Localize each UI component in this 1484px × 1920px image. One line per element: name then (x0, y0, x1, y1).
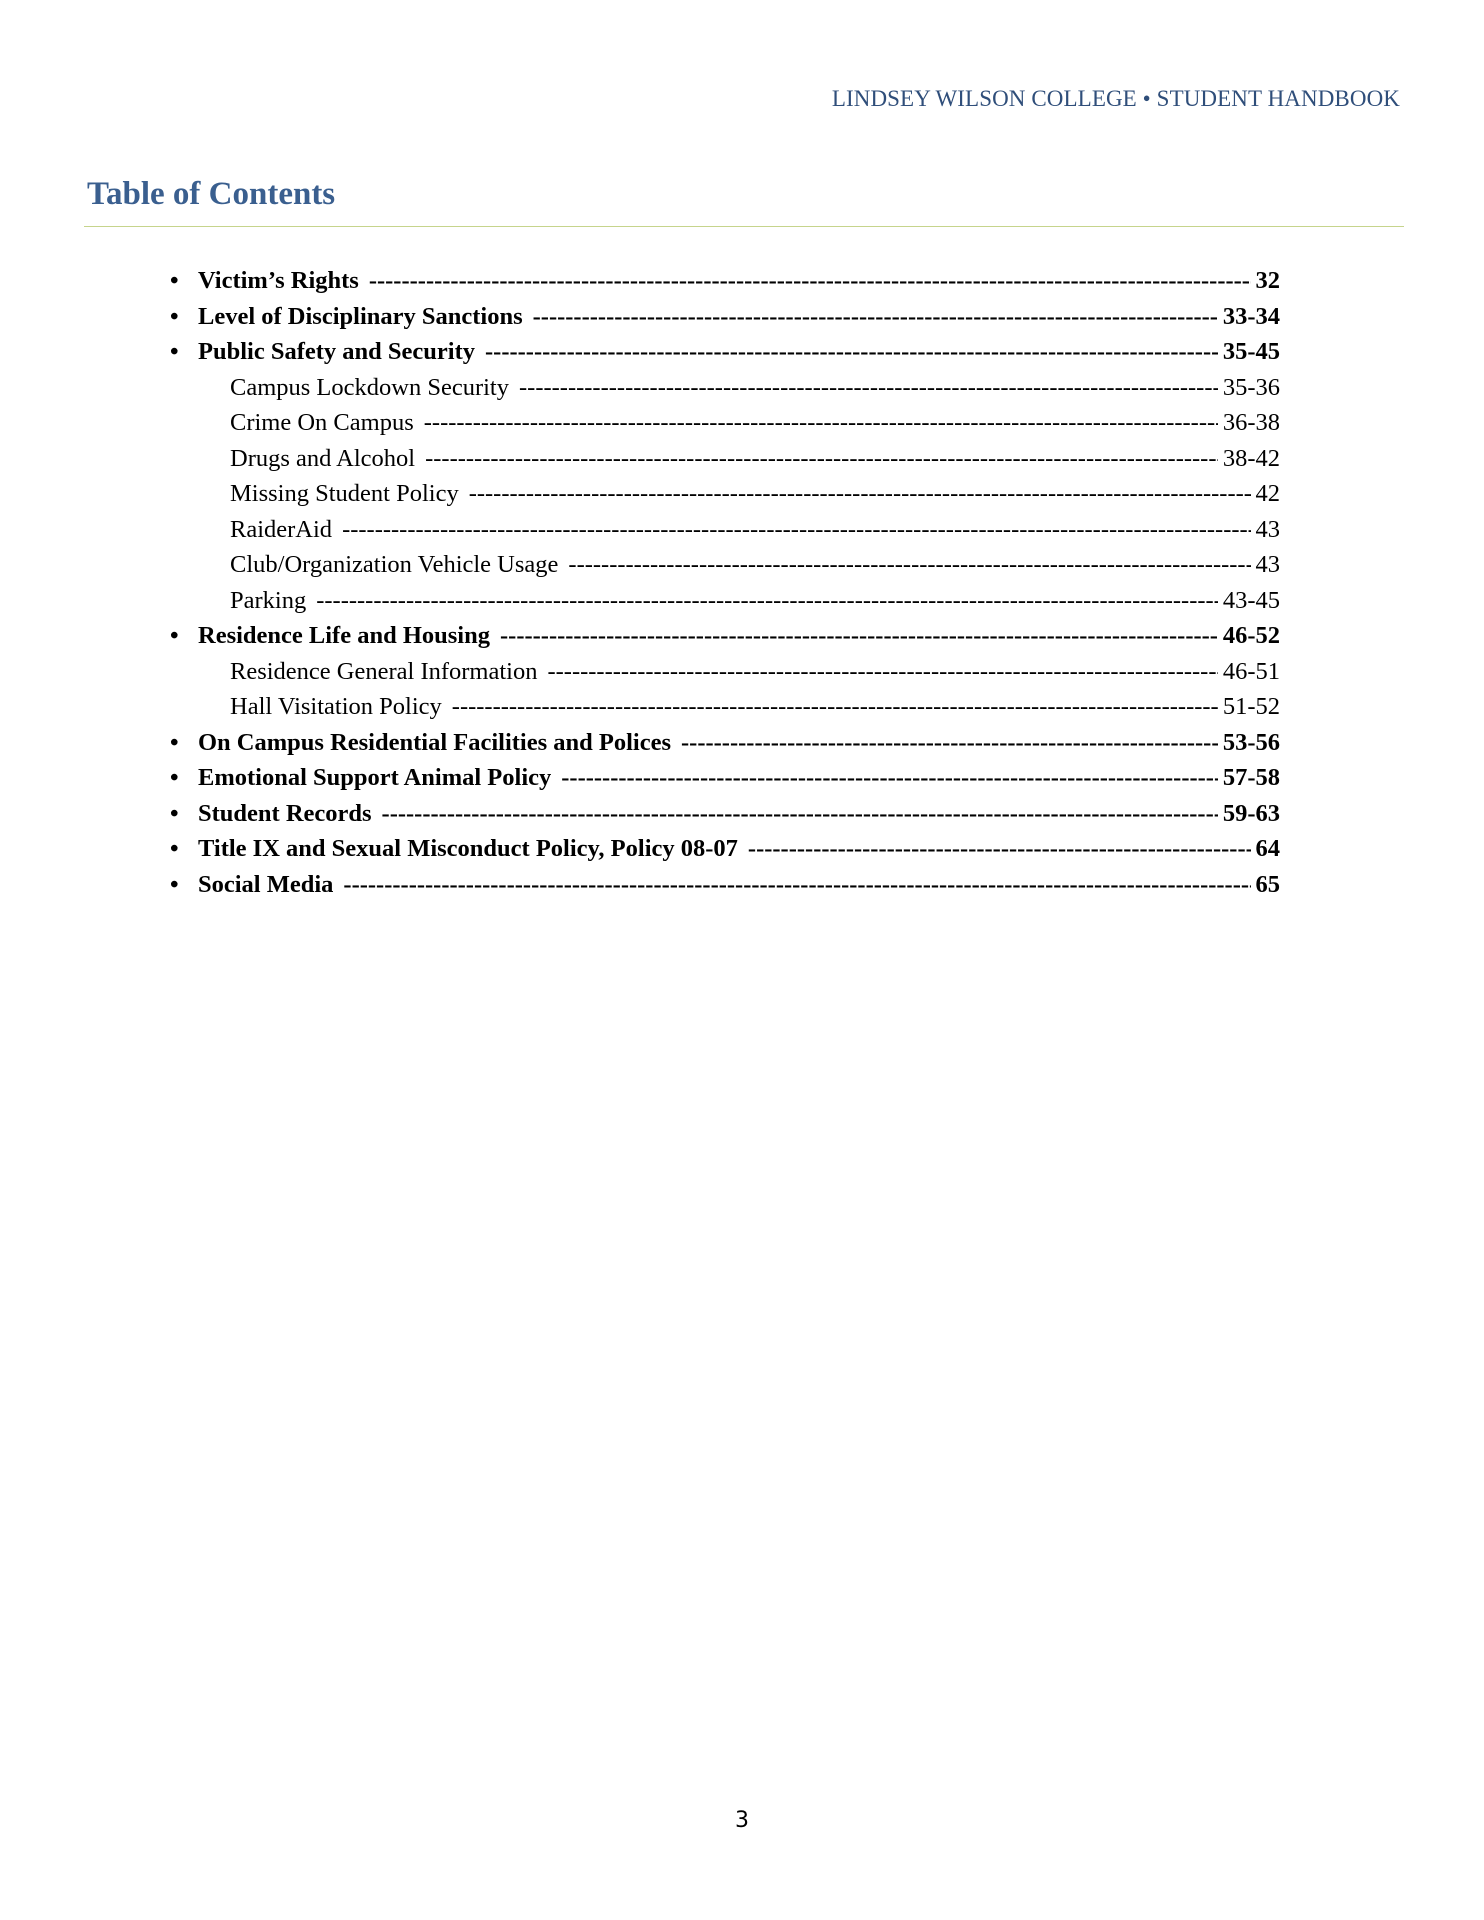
toc-entry-page: 57-58 (1222, 764, 1280, 791)
toc-entry-label: Level of Disciplinary Sanctions (198, 302, 523, 330)
dot-leader (425, 441, 1218, 477)
toc-entry-label: Crime On Campus (230, 409, 414, 436)
toc-entry-residential-facilities[interactable] (170, 725, 1280, 761)
toc-entry-label: Missing Student Policy (230, 480, 459, 507)
toc-entry-page: 51-52 (1222, 693, 1280, 720)
dot-leader (369, 263, 1251, 299)
toc-entry-page: 38-42 (1222, 444, 1280, 472)
toc-entry-page: 46-51 (1222, 657, 1280, 685)
toc-entry-label: Parking (230, 586, 307, 614)
dot-leader (681, 725, 1218, 761)
dot-leader (500, 618, 1218, 654)
toc-entry-page: 64 (1255, 835, 1280, 862)
toc-entry-label: Campus Lockdown Security (230, 373, 509, 401)
toc-entry-missing-student[interactable] (170, 476, 1280, 512)
bullet-icon (170, 334, 198, 370)
bullet-icon (170, 299, 198, 335)
toc-entry-drugs-alcohol[interactable] (170, 441, 1280, 477)
toc-entry-page: 53-56 (1222, 728, 1280, 756)
toc-entry-label: Club/Organization Vehicle Usage (230, 551, 559, 578)
toc-entry-label: Residence Life and Housing (198, 622, 490, 649)
toc-entry-label: Social Media (198, 870, 334, 898)
toc-entry-residence-life[interactable] (170, 618, 1280, 654)
toc-list (170, 263, 1280, 902)
toc-entry-label: RaiderAid (230, 515, 333, 543)
dot-leader (485, 334, 1218, 370)
dot-leader (382, 796, 1218, 832)
toc-entry-emotional-support-animal[interactable] (170, 760, 1280, 796)
toc-entry-page: 32 (1255, 267, 1280, 294)
toc-entry-page: 43 (1255, 551, 1280, 578)
bullet-icon (170, 263, 198, 299)
bullet-icon (170, 867, 198, 903)
dot-leader (561, 760, 1218, 796)
dot-leader (343, 867, 1250, 903)
toc-entry-page: 65 (1255, 870, 1280, 898)
toc-entry-parking[interactable] (170, 583, 1280, 619)
running-header: LINDSEY WILSON COLLEGE • STUDENT HANDBOOK (831, 86, 1400, 111)
toc-entry-page: 46-52 (1222, 622, 1280, 649)
dot-leader (519, 370, 1218, 406)
toc-entry-hall-visitation[interactable] (170, 689, 1280, 725)
toc-entry-title-ix[interactable] (170, 831, 1280, 867)
toc-entry-page: 43-45 (1222, 586, 1280, 614)
dot-leader (568, 547, 1250, 583)
dot-leader (547, 654, 1217, 690)
dot-leader (452, 689, 1218, 725)
toc-entry-raideraid[interactable] (170, 512, 1280, 548)
toc-entry-residence-general[interactable] (170, 654, 1280, 690)
title-divider (84, 226, 1404, 227)
toc-entry-victims-rights[interactable] (170, 263, 1280, 299)
bullet-icon (170, 618, 198, 654)
toc-entry-page: 43 (1255, 515, 1280, 543)
toc-entry-label: Victim’s Rights (198, 267, 359, 294)
toc-entry-vehicle-usage[interactable] (170, 547, 1280, 583)
bullet-icon (170, 831, 198, 867)
toc-entry-label: Residence General Information (230, 657, 538, 685)
toc-entry-label: Drugs and Alcohol (230, 444, 416, 472)
dot-leader (342, 512, 1250, 548)
toc-entry-crime-on-campus[interactable] (170, 405, 1280, 441)
dot-leader (316, 583, 1218, 619)
toc-entry-label: Hall Visitation Policy (230, 693, 442, 720)
toc-entry-page: 33-34 (1222, 302, 1280, 330)
toc-entry-label: On Campus Residential Facilities and Polices (198, 728, 672, 756)
toc-entry-label: Title IX and Sexual Misconduct Policy, Policy 08-07 (198, 835, 738, 862)
toc-entry-campus-lockdown[interactable] (170, 370, 1280, 406)
toc-entry-page: 36-38 (1222, 409, 1280, 436)
toc-entry-page: 35-36 (1222, 373, 1280, 401)
toc-entry-label: Public Safety and Security (198, 338, 475, 365)
toc-entry-page: 59-63 (1222, 799, 1280, 827)
dot-leader (469, 476, 1251, 512)
dot-leader (533, 299, 1218, 335)
toc-entry-page: 35-45 (1222, 338, 1280, 365)
dot-leader (424, 405, 1218, 441)
toc-entry-disciplinary-sanctions[interactable] (170, 299, 1280, 335)
dot-leader (748, 831, 1251, 867)
toc-entry-label: Student Records (198, 799, 372, 827)
page-title: Table of Contents (87, 176, 336, 212)
toc-entry-student-records[interactable] (170, 796, 1280, 832)
page-number: 3 (735, 1808, 749, 1833)
bullet-icon (170, 725, 198, 761)
toc-entry-social-media[interactable] (170, 867, 1280, 903)
toc-entry-label: Emotional Support Animal Policy (198, 764, 552, 791)
toc-entry-public-safety[interactable] (170, 334, 1280, 370)
toc-entry-page: 42 (1255, 480, 1280, 507)
bullet-icon (170, 760, 198, 796)
bullet-icon (170, 796, 198, 832)
